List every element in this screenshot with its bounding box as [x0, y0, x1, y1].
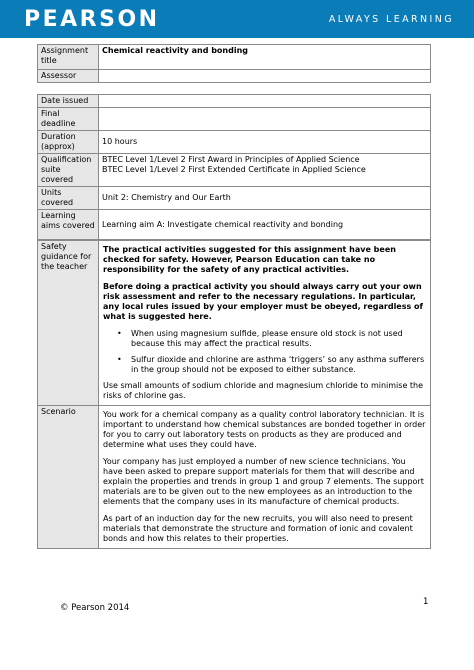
safety-content: [99, 241, 431, 406]
safety-paragraph-2: Before doing a practical activity you should always carry out your own risk assessment and refer to the necessary regulations. In particular, any local rules issued by your employer must be obeyed, regardless of what is suggested here.: [103, 282, 424, 321]
safety-bullet-item: • Sulfur dioxide and chlorine are asthma ‘triggers’ so any asthma sufferers in the group should not be exposed to either substance.: [117, 355, 425, 374]
bullet-icon: •: [117, 355, 122, 364]
units-value: Unit 2: Chemistry and Our Earth: [99, 187, 431, 210]
assessor-label: Assessor: [38, 70, 99, 83]
safety-bullets: [103, 329, 427, 375]
dates-table: [37, 94, 431, 154]
final-deadline-label: Final deadline: [38, 108, 99, 131]
scenario-paragraph-3: As part of an induction day for the new recruits, you will also need to present materials that demonstrate the structure and formation of ionic and covalent bonds and how this relates to their properties.: [103, 514, 413, 543]
assignment-title-label: Assignment title: [38, 45, 99, 70]
date-issued-value: [99, 95, 431, 108]
learning-aims-value: Learning aim A: Investigate chemical reactivity and bonding: [99, 210, 431, 240]
qualification-table: [37, 153, 431, 240]
safety-paragraph-3: Use small amounts of sodium chloride and magnesium chloride to minimise the risks of chlorine gas.: [103, 381, 424, 400]
assignment-table: [37, 44, 431, 83]
scenario-paragraph-1: You work for a chemical company as a quality control laboratory technician. It is important to understand how chemical substances are bonded together in order for you to carry out laboratory tests on products as they are produced and determine what uses they could have.: [103, 410, 426, 449]
copyright: © Pearson 2014: [60, 603, 130, 613]
safety-label: Safety guidance for the teacher: [38, 241, 99, 406]
learning-aims-label: Learning aims covered: [38, 210, 99, 240]
page-number: 1: [423, 597, 429, 607]
date-issued-label: Date issued: [38, 95, 99, 108]
assessor-value: [99, 70, 431, 83]
bullet-icon: •: [117, 329, 122, 338]
duration-value: 10 hours: [99, 131, 431, 154]
units-label: Units covered: [38, 187, 99, 210]
final-deadline-value: [99, 108, 431, 131]
scenario-content: [99, 406, 431, 549]
safety-paragraph-1: The practical activities suggested for this assignment have been checked for safety. However, Pearson Education can take no responsibility for the safety of any practical activities.: [103, 245, 396, 274]
tagline: ALWAYS LEARNING: [328, 14, 454, 25]
qualification-line-2: BTEC Level 1/Level 2 First Extended Certificate in Applied Science: [102, 165, 366, 174]
header-bar: [0, 0, 474, 38]
qualification-suite-value: [99, 154, 431, 187]
scenario-paragraph-2: Your company has just employed a number of new science technicians. You have been asked to prepare support materials for them that will describe and explain the properties and trends in group 1 and group 7 elements. The support materials are to be given out to the new employees as an introduction to the elements that the company uses in its manufacture of chemical products.: [103, 457, 424, 506]
scenario-table: [37, 405, 431, 549]
scenario-label: Scenario: [38, 406, 99, 549]
safety-bullet-item: • When using magnesium sulfide, please ensure old stock is not used because this may affect the practical results.: [117, 329, 403, 348]
pearson-logo: PEARSON: [24, 7, 160, 32]
duration-label: Duration (approx): [38, 131, 99, 154]
qualification-suite-label: Qualification suite covered: [38, 154, 99, 187]
safety-table: [37, 240, 431, 406]
assignment-title-value: Chemical reactivity and bonding: [99, 45, 431, 70]
qualification-line-1: BTEC Level 1/Level 2 First Award in Principles of Applied Science: [102, 155, 360, 164]
